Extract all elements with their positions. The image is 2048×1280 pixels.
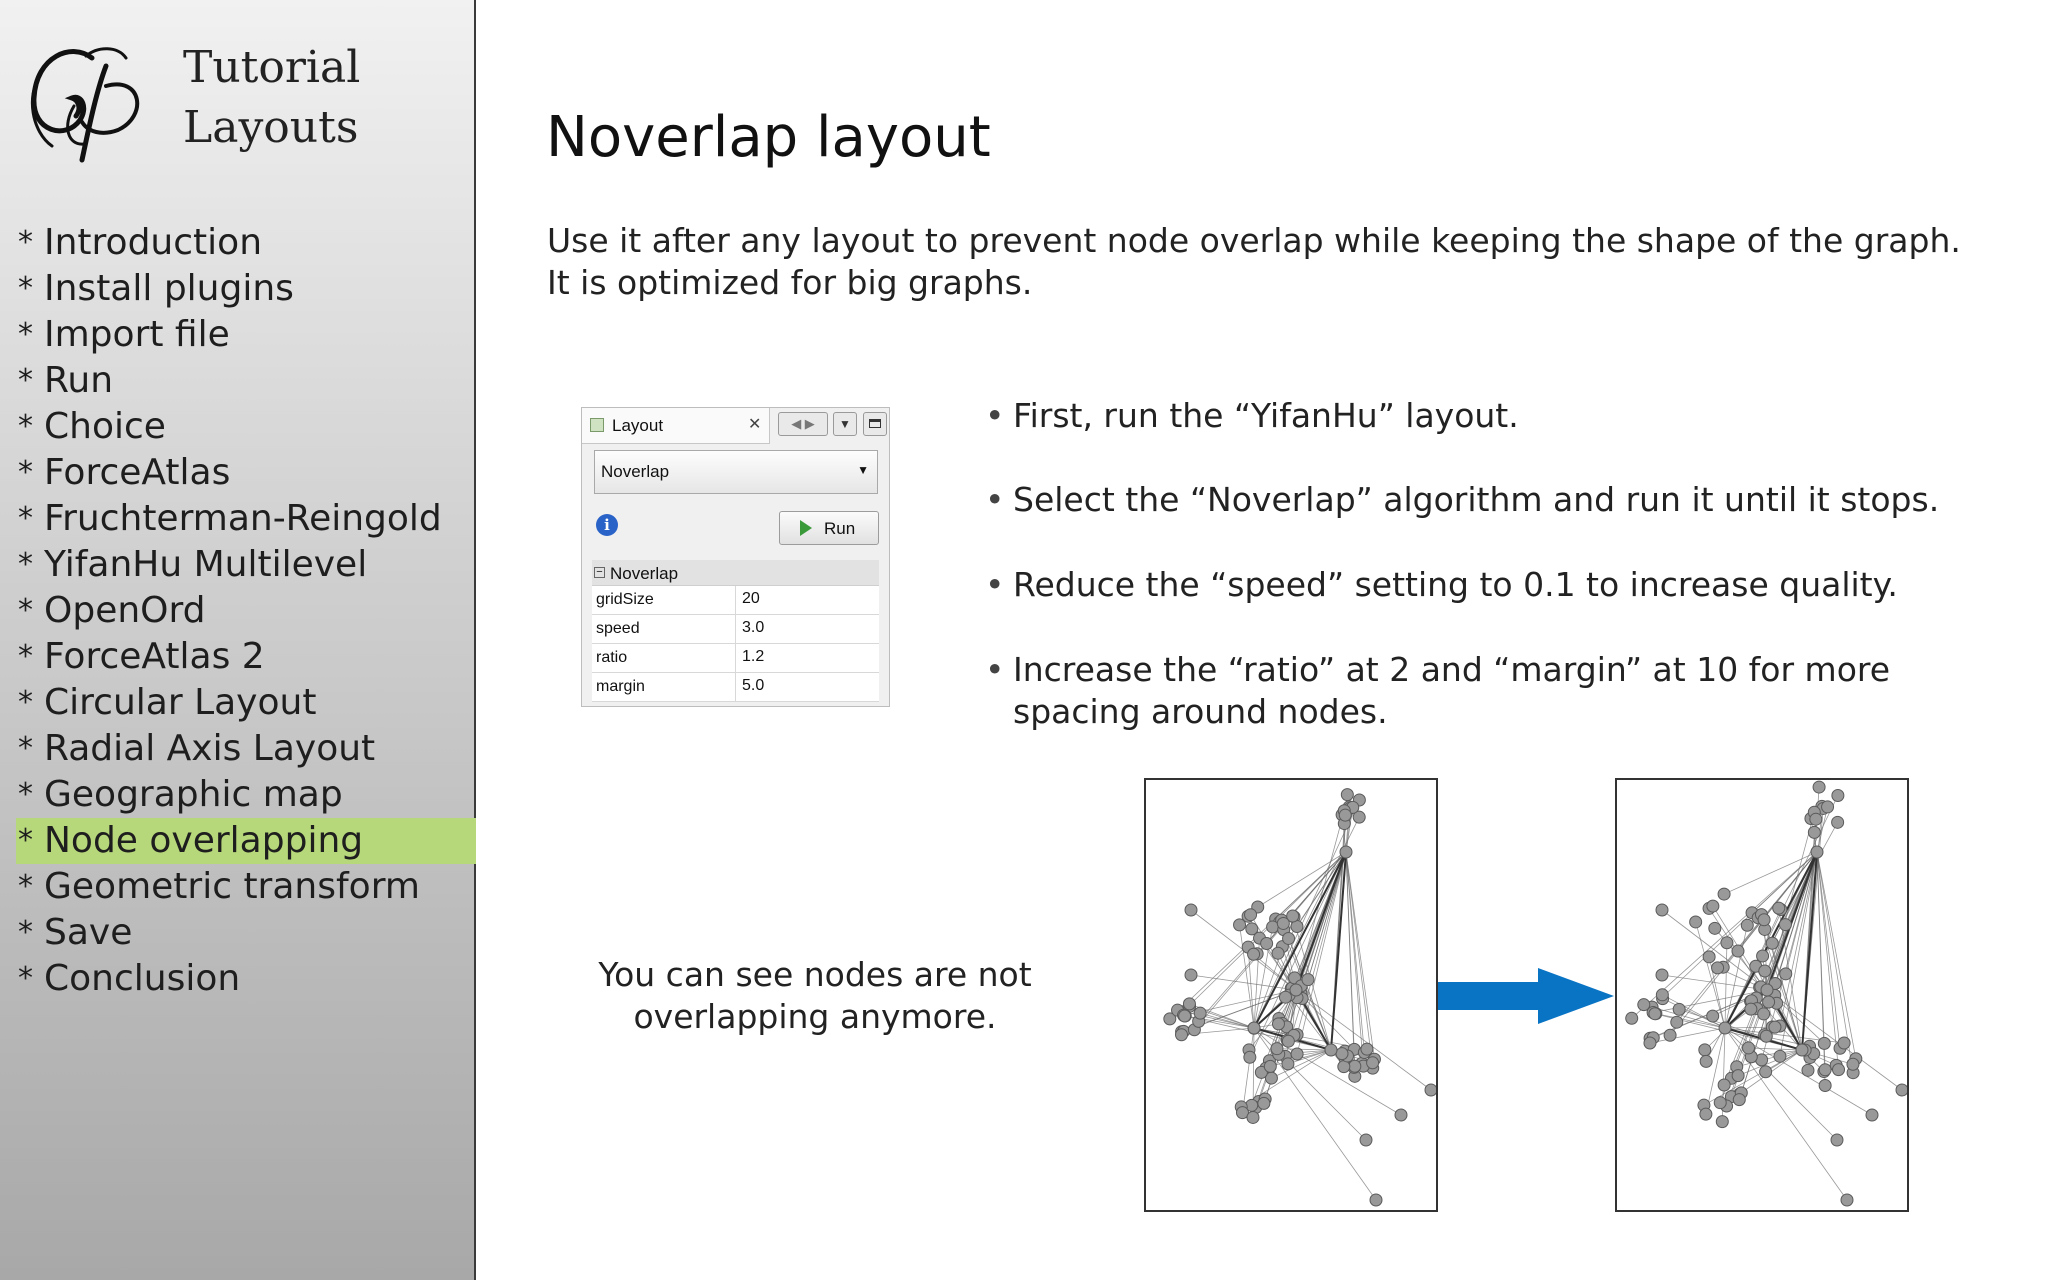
graph-node	[1707, 1010, 1719, 1022]
graph-node	[1732, 1070, 1744, 1082]
toc-item-save[interactable]	[16, 910, 476, 956]
graph-node	[1690, 916, 1702, 928]
properties-title: Noverlap	[610, 564, 679, 583]
toc-item-label: Circular Layout	[44, 682, 317, 723]
graph-node	[1719, 1022, 1731, 1034]
toc-item-label: Fruchterman-Reingold	[44, 498, 442, 539]
toc-item-label: Save	[44, 912, 133, 953]
graph-nodes	[1626, 781, 1907, 1206]
toc-bullet: *	[18, 501, 33, 536]
toc-item-forceatlas[interactable]	[16, 450, 476, 496]
property-value-field[interactable]: 1.2	[742, 648, 765, 665]
info-icon[interactable]: i	[596, 514, 618, 536]
graph-node	[1847, 1058, 1859, 1070]
graph-node	[1360, 1134, 1372, 1146]
graph-node	[1757, 950, 1769, 962]
graph-node	[1302, 974, 1314, 986]
toc-bullet: *	[18, 593, 33, 628]
graph-node	[1179, 1010, 1191, 1022]
property-value-field[interactable]: 5.0	[742, 677, 765, 694]
graph-node	[1780, 968, 1792, 980]
graph-node	[1185, 904, 1197, 916]
graph-node	[1774, 1050, 1786, 1062]
graph-node	[1760, 1030, 1772, 1042]
graph-node	[1245, 909, 1257, 921]
graph-before-image	[1144, 778, 1438, 1212]
graph-node	[1763, 996, 1775, 1008]
toc-bullet: *	[18, 363, 33, 398]
graph-after-drawing	[1617, 780, 1907, 1210]
graph-node	[1664, 1029, 1676, 1041]
graph-node	[1673, 1003, 1685, 1015]
logo-text-line1: Tutorial	[183, 42, 361, 93]
toc-bullet: *	[18, 823, 33, 858]
graph-nodes	[1164, 789, 1436, 1206]
graph-node	[1718, 1079, 1730, 1091]
collapse-icon[interactable]: −	[594, 567, 605, 578]
sidebar	[0, 0, 476, 1280]
property-name: speed	[592, 615, 736, 643]
close-icon[interactable]: ✕	[748, 416, 762, 433]
graph-node	[1779, 919, 1791, 931]
graph-node	[1811, 846, 1823, 858]
step-item: • Select the “Noverlap” algorithm and run it until it stops.	[985, 479, 1939, 521]
graph-node	[1194, 1007, 1206, 1019]
graph-node	[1802, 1064, 1814, 1076]
graph-node	[1758, 914, 1770, 926]
graph-node	[1832, 789, 1844, 801]
graph-node	[1703, 951, 1715, 963]
graph-node	[1838, 1037, 1850, 1049]
toc-item-radial-axis-layout[interactable]	[16, 726, 476, 772]
logo-text-line2: Layouts	[183, 102, 359, 153]
graph-node	[1291, 1048, 1303, 1060]
play-icon	[800, 520, 812, 536]
layout-tab-label: Layout	[612, 416, 664, 435]
graph-node	[1707, 900, 1719, 912]
graph-node	[1818, 1037, 1830, 1049]
toc-item-node-overlapping[interactable]	[16, 818, 476, 864]
toc-item-label: Conclusion	[44, 958, 241, 999]
toc-bullet: *	[18, 639, 33, 674]
graph-node	[1714, 1097, 1726, 1109]
graph-node	[1271, 1043, 1283, 1055]
graph-node	[1819, 1080, 1831, 1092]
chevron-down-icon[interactable]: ▼	[833, 412, 857, 436]
graph-node	[1822, 801, 1834, 813]
property-row-margin	[592, 673, 879, 702]
maximize-icon[interactable]	[863, 412, 887, 436]
graph-node	[1709, 922, 1721, 934]
tab-navigation-arrows-icon[interactable]: ◀ ▶	[778, 412, 828, 436]
toc-item-label: Geographic map	[44, 774, 343, 815]
graph-node	[1671, 1016, 1683, 1028]
graph-node	[1248, 1022, 1260, 1034]
toc-bullet: *	[18, 777, 33, 812]
toc-item-label: Node overlapping	[44, 820, 364, 861]
graph-node	[1656, 969, 1668, 981]
toc-item-label: ForceAtlas 2	[44, 636, 265, 677]
graph-node	[1808, 826, 1820, 838]
property-name: ratio	[592, 644, 736, 672]
figure-caption: You can see nodes are not overlapping anymore.	[598, 955, 1032, 1036]
graph-node	[1759, 965, 1771, 977]
graph-node	[1367, 1057, 1379, 1069]
graph-node	[1341, 789, 1353, 801]
graph-node	[1813, 781, 1825, 793]
toc-bullet: *	[18, 317, 33, 352]
graph-node	[1810, 813, 1822, 825]
graph-node	[1185, 969, 1197, 981]
graph-node	[1896, 1084, 1907, 1096]
toc-bullet: *	[18, 547, 33, 582]
graph-node	[1741, 919, 1753, 931]
graph-node	[1183, 998, 1195, 1010]
graph-node	[1833, 1064, 1845, 1076]
graph-node	[1279, 991, 1291, 1003]
run-button[interactable]	[779, 511, 879, 545]
graph-after-image	[1615, 778, 1909, 1212]
property-name: margin	[592, 673, 736, 701]
graph-node	[1700, 1108, 1712, 1120]
toc-item-openord[interactable]	[16, 588, 476, 634]
graph-node	[1272, 947, 1284, 959]
graph-node	[1721, 937, 1733, 949]
toc-item-label: OpenOrd	[44, 590, 206, 631]
toc-item-run[interactable]	[16, 358, 476, 404]
graph-node	[1340, 846, 1352, 858]
graph-node	[1339, 809, 1351, 821]
property-row-ratio	[592, 644, 879, 673]
graph-node	[1773, 902, 1785, 914]
toc-bullet: *	[18, 731, 33, 766]
graph-node	[1425, 1084, 1436, 1096]
toc-bullet: *	[18, 225, 33, 260]
toc-item-forceatlas-2[interactable]	[16, 634, 476, 680]
toc-item-circular-layout[interactable]	[16, 680, 476, 726]
graph-node	[1796, 1044, 1808, 1056]
toc-item-geographic-map[interactable]	[16, 772, 476, 818]
toc-item-label: Geometric transform	[44, 866, 420, 907]
graph-node	[1766, 937, 1778, 949]
graph-node	[1261, 937, 1273, 949]
toc-bullet: *	[18, 685, 33, 720]
logo-text	[183, 38, 360, 158]
toc-item-label: YifanHu Multilevel	[44, 544, 368, 585]
graph-node	[1290, 984, 1302, 996]
graph-node	[1244, 1051, 1256, 1063]
toc-item-choice[interactable]	[16, 404, 476, 450]
toc-bullet: *	[18, 455, 33, 490]
graph-node	[1819, 1064, 1831, 1076]
graph-node	[1395, 1109, 1407, 1121]
graph-node	[1758, 1008, 1770, 1020]
right-arrow-icon	[1438, 968, 1614, 1024]
graph-node	[1176, 1029, 1188, 1041]
graph-node	[1656, 904, 1668, 916]
step-item: • Increase the “ratio” at 2 and “margin” at 10 for more spacing around nodes.	[985, 649, 1953, 733]
toc-bullet: *	[18, 271, 33, 306]
graph-node	[1866, 1109, 1878, 1121]
graph-node	[1370, 1194, 1382, 1206]
graph-node	[1349, 1060, 1361, 1072]
toc-item-label: Choice	[44, 406, 166, 447]
page-title: Noverlap layout	[546, 105, 991, 170]
properties-header[interactable]	[592, 560, 879, 586]
graph-node	[1841, 1194, 1853, 1206]
graph-before-drawing	[1146, 780, 1436, 1210]
toc-item-fruchterman-reingold[interactable]	[16, 496, 476, 542]
graph-node	[1656, 989, 1668, 1001]
step-item: • Reduce the “speed” setting to 0.1 to increase quality.	[985, 564, 1898, 606]
toc-bullet: *	[18, 869, 33, 904]
graph-node	[1733, 1094, 1745, 1106]
graph-node	[1361, 1043, 1373, 1055]
property-value-field[interactable]: 3.0	[742, 619, 765, 636]
select-arrow-icon: ▼	[857, 463, 869, 477]
property-value-field[interactable]: 20	[742, 590, 760, 607]
graph-node	[1745, 1003, 1757, 1015]
toc-item-label: Introduction	[44, 222, 263, 263]
graph-node	[1626, 1012, 1638, 1024]
graph-node	[1732, 945, 1744, 957]
graph-node	[1283, 932, 1295, 944]
graph-node	[1712, 962, 1724, 974]
toc-item-label: Run	[44, 360, 114, 401]
graph-node	[1760, 1066, 1772, 1078]
toc-item-conclusion[interactable]	[16, 956, 476, 1002]
graph-node	[1831, 1134, 1843, 1146]
graph-node	[1716, 1116, 1728, 1128]
graph-node	[1700, 1055, 1712, 1067]
toc-item-yifanhu-multilevel[interactable]	[16, 542, 476, 588]
graph-node	[1644, 1037, 1656, 1049]
graph-node	[1832, 816, 1844, 828]
graph-node	[1282, 1058, 1294, 1070]
run-button-label: Run	[824, 519, 856, 538]
properties-table	[592, 560, 879, 702]
toc-item-label: Import file	[44, 314, 230, 355]
graph-node	[1258, 1097, 1270, 1109]
graph-node	[1325, 1044, 1337, 1056]
layout-tab-icon	[590, 418, 604, 432]
algorithm-select[interactable]	[594, 450, 878, 494]
graph-node	[1272, 1018, 1284, 1030]
algorithm-select-value: Noverlap	[601, 462, 670, 481]
toc-item-label: Install plugins	[44, 268, 294, 309]
property-row-speed	[592, 615, 879, 644]
graph-node	[1277, 917, 1289, 929]
step-item: • First, run the “YifanHu” layout.	[985, 395, 1519, 437]
toc-item-introduction[interactable]	[16, 220, 476, 266]
toc-bullet: *	[18, 409, 33, 444]
graph-node	[1699, 1044, 1711, 1056]
property-name: gridSize	[592, 586, 736, 614]
table-of-contents	[16, 220, 476, 1002]
property-row-gridsize	[592, 586, 879, 615]
toc-item-label: ForceAtlas	[44, 452, 231, 493]
graph-node	[1649, 1008, 1661, 1020]
toc-bullet: *	[18, 961, 33, 996]
toc-item-import-file[interactable]	[16, 312, 476, 358]
graph-node	[1264, 1060, 1276, 1072]
toc-bullet: *	[18, 915, 33, 950]
graph-node	[1248, 948, 1260, 960]
toc-item-install-plugins[interactable]	[16, 266, 476, 312]
graph-node	[1769, 1021, 1781, 1033]
graph-node	[1743, 1042, 1755, 1054]
graph-node	[1761, 984, 1773, 996]
graph-node	[1282, 1035, 1294, 1047]
graph-node	[1336, 1048, 1348, 1060]
intro-text: Use it after any layout to prevent node overlap while keeping the shape of the graph. It is optimized for big graphs.	[547, 221, 1961, 302]
graph-node	[1247, 1111, 1259, 1123]
graph-node	[1718, 888, 1730, 900]
toc-item-label: Radial Axis Layout	[44, 728, 376, 769]
toc-item-geometric-transform[interactable]	[16, 864, 476, 910]
gephi-logo-icon	[22, 36, 152, 166]
layout-tab[interactable]	[582, 408, 770, 444]
graph-node	[1267, 921, 1279, 933]
layout-panel	[581, 407, 890, 707]
